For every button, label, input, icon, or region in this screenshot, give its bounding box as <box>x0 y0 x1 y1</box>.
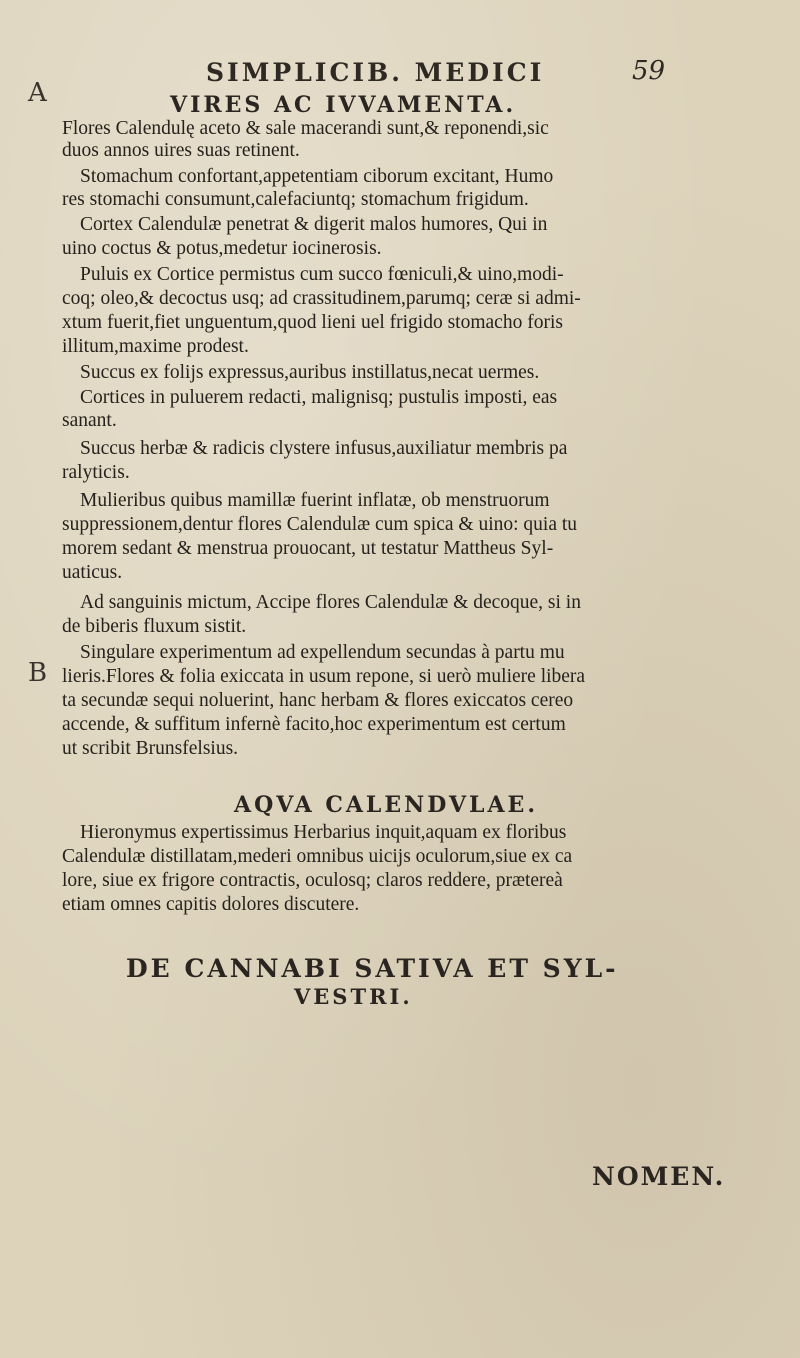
text-line: accende, & suffitum infernè facito,hoc experimentum est certum <box>62 714 566 735</box>
margin-letter-a: A <box>28 78 47 108</box>
text-line: Mulieribus quibus mamillæ fuerint inflatæ, ob menstruorum <box>80 490 550 511</box>
text-line: Succus herbæ & radicis clystere infusus,auxiliatur membris pa <box>80 438 568 459</box>
text-line: Cortices in puluerem redacti, malignisq; pustulis imposti, eas <box>80 387 558 408</box>
text-line: Ad sanguinis mictum, Accipe flores Calendulæ & decoque, si in <box>80 592 581 613</box>
running-head: SIMPLICIB. MEDICI <box>206 58 545 87</box>
text-line: Succus ex folijs expressus,auribus instillatus,necat uermes. <box>80 362 540 383</box>
text-line: Calendulæ distillatam,mederi omnibus uicijs oculorum,siue ex ca <box>62 846 573 867</box>
text-line: lieris.Flores & folia exiccata in usum repone, si uerò muliere libera <box>62 666 586 687</box>
text-line: illitum,maxime prodest. <box>62 336 249 357</box>
text-line: de biberis fluxum sistit. <box>62 616 247 637</box>
text-line: Stomachum confortant,appetentiam ciborum excitant, Humo <box>80 166 554 187</box>
text-line: ut scribit Brunsfelsius. <box>62 738 239 759</box>
heading-vires: VIRES AC IVVAMENTA. <box>170 92 517 118</box>
text-line: Cortex Calendulæ penetrat & digerit malos humores, Qui in <box>80 214 548 235</box>
heading-cannabi-cont: VESTRI. <box>294 984 413 1009</box>
text-line: uino coctus & potus,medetur iocinerosis. <box>62 238 382 259</box>
text-line: coq; oleo,& decoctus usq; ad crassitudinem,parumq; ceræ si admi- <box>62 288 581 309</box>
text-line: etiam omnes capitis dolores discutere. <box>62 894 360 915</box>
text-line: morem sedant & menstrua prouocant, ut testatur Mattheus Syl- <box>62 538 554 559</box>
text-line: ta secundæ sequi noluerint, hanc herbam & flores exiccatos cereo <box>62 690 574 711</box>
text-line: Singulare experimentum ad expellendum secundas à partu mu <box>80 642 565 663</box>
text-line: res stomachi consumunt,calefaciuntq; stomachum frigidum. <box>62 189 529 210</box>
text-line: sanant. <box>62 410 117 431</box>
text-line: Puluis ex Cortice permistus cum succo fœniculi,& uino,modi- <box>80 264 564 285</box>
text-line: duos annos uires suas retinent. <box>62 140 300 161</box>
text-line: ralyticis. <box>62 462 130 483</box>
text-line: suppressionem,dentur flores Calendulæ cum spica & uino: quia tu <box>62 514 578 535</box>
margin-letter-b: B <box>28 658 48 688</box>
text-line: uaticus. <box>62 562 123 583</box>
heading-aqua: AQVA CALENDVLAE. <box>234 792 538 818</box>
text-line: xtum fuerit,fiet unguentum,quod lieni uel frigido stomacho foris <box>62 312 563 333</box>
catchword: NOMEN. <box>592 1162 726 1191</box>
text-line: Flores Calendulę aceto & sale macerandi sunt,& reponendi,sic <box>62 118 549 139</box>
heading-cannabi: DE CANNABI SATIVA ET SYL- <box>126 954 619 983</box>
text-line: lore, siue ex frigore contractis, oculosq; claros reddere, prætereà <box>62 870 563 891</box>
text-line: Hieronymus expertissimus Herbarius inquit,aquam ex floribus <box>80 822 567 843</box>
page-number: 59 <box>632 56 666 86</box>
